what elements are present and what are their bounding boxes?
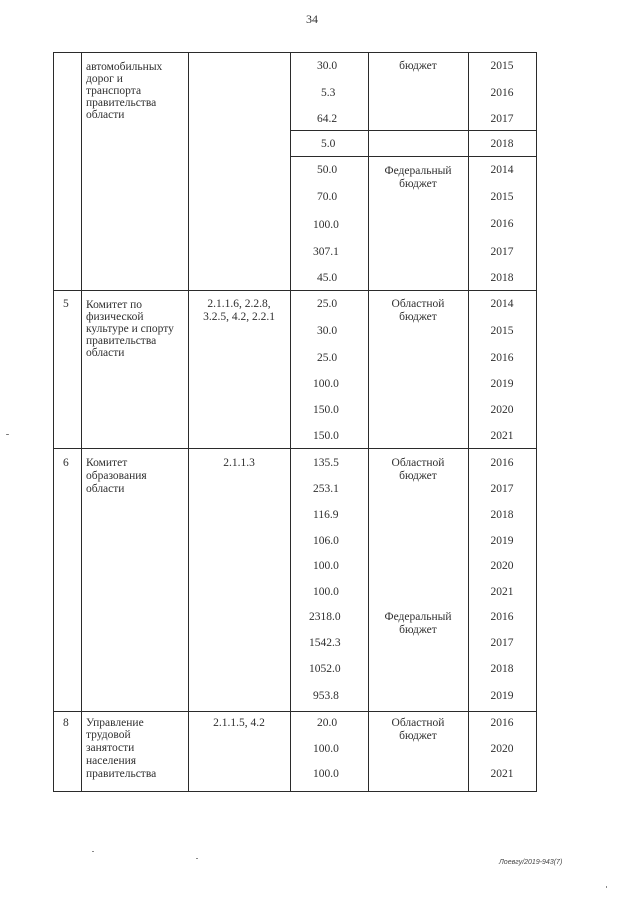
source: бюджет bbox=[399, 178, 437, 190]
year: 2018 bbox=[490, 663, 514, 675]
name-line: образования bbox=[86, 470, 147, 482]
year: 2016 bbox=[490, 352, 514, 364]
source: Областной bbox=[391, 298, 445, 310]
year: 2017 bbox=[490, 483, 514, 495]
year: 2021 bbox=[490, 768, 514, 780]
name-line: Управление bbox=[86, 717, 144, 729]
amount: 150.0 bbox=[313, 404, 339, 416]
border-left bbox=[53, 52, 54, 792]
page-number: 34 bbox=[306, 12, 318, 26]
name-line: дорог и bbox=[86, 73, 123, 85]
row-number: 8 bbox=[63, 717, 69, 729]
amount: 106.0 bbox=[313, 535, 339, 547]
amount: 253.1 bbox=[313, 483, 339, 495]
scan-speck bbox=[196, 858, 198, 859]
name-line: населения bbox=[86, 755, 137, 767]
border-right bbox=[536, 52, 537, 792]
source: бюджет bbox=[399, 730, 437, 742]
col-divider-num bbox=[81, 52, 82, 792]
col-divider-source bbox=[468, 52, 469, 792]
source: Федеральный bbox=[384, 611, 452, 623]
amount: 1542.3 bbox=[309, 637, 341, 649]
scan-speck bbox=[606, 886, 607, 888]
subrow-line-2018 bbox=[290, 130, 537, 131]
amount: 30.0 bbox=[317, 60, 338, 72]
year: 2016 bbox=[490, 717, 514, 729]
border-top bbox=[53, 52, 537, 53]
name-line: занятости bbox=[86, 742, 135, 754]
name-line: правительства bbox=[86, 97, 157, 109]
year: 2019 bbox=[490, 535, 514, 547]
amount: 20.0 bbox=[317, 717, 338, 729]
year: 2019 bbox=[490, 378, 514, 390]
row-number: 6 bbox=[63, 457, 69, 469]
row-line-5 bbox=[53, 290, 537, 291]
name-line: области bbox=[86, 347, 125, 359]
row-line-8 bbox=[53, 711, 537, 712]
year: 2016 bbox=[490, 218, 514, 230]
year: 2015 bbox=[490, 191, 514, 203]
amount: 150.0 bbox=[313, 430, 339, 442]
amount: 100.0 bbox=[313, 586, 339, 598]
year: 2019 bbox=[490, 690, 514, 702]
codes: 3.2.5, 4.2, 2.2.1 bbox=[203, 311, 275, 323]
amount: 25.0 bbox=[317, 352, 338, 364]
name-line: физической bbox=[86, 311, 144, 323]
year: 2020 bbox=[490, 560, 514, 572]
year: 2016 bbox=[490, 457, 514, 469]
year: 2016 bbox=[490, 87, 514, 99]
year: 2021 bbox=[490, 430, 514, 442]
name-line: Комитет bbox=[86, 457, 128, 469]
amount: 953.8 bbox=[313, 690, 339, 702]
amount: 100.0 bbox=[313, 560, 339, 572]
name-line: области bbox=[86, 483, 125, 495]
scan-speck bbox=[6, 434, 9, 435]
source: Областной bbox=[391, 457, 445, 469]
name-line: трудовой bbox=[86, 729, 131, 741]
year: 2016 bbox=[490, 611, 514, 623]
amount: 70.0 bbox=[317, 191, 338, 203]
source: Областной bbox=[391, 717, 445, 729]
name-line: правительства bbox=[86, 768, 157, 780]
source: бюджет bbox=[399, 60, 437, 72]
source: Федеральный bbox=[384, 165, 452, 177]
amount: 1052.0 bbox=[309, 663, 341, 675]
amount: 5.0 bbox=[321, 138, 336, 150]
amount: 135.5 bbox=[313, 457, 339, 469]
source: бюджет bbox=[399, 311, 437, 323]
amount: 2318.0 bbox=[309, 611, 341, 623]
year: 2018 bbox=[490, 138, 514, 150]
amount: 45.0 bbox=[317, 272, 338, 284]
col-divider-amount bbox=[368, 52, 369, 792]
year: 2017 bbox=[490, 113, 514, 125]
amount: 116.9 bbox=[313, 509, 339, 521]
year: 2017 bbox=[490, 246, 514, 258]
subrow-line-federal bbox=[290, 156, 537, 157]
year: 2018 bbox=[490, 509, 514, 521]
budget-table bbox=[53, 52, 537, 792]
amount: 100.0 bbox=[313, 378, 339, 390]
scan-speck bbox=[92, 851, 94, 852]
border-bottom bbox=[53, 791, 537, 792]
year: 2014 bbox=[490, 164, 514, 176]
name-line: автомобильных bbox=[86, 61, 163, 73]
amount: 100.0 bbox=[313, 768, 339, 780]
codes: 2.1.1.6, 2.2.8, bbox=[207, 298, 271, 310]
name-line: правительства bbox=[86, 335, 157, 347]
codes: 2.1.1.3 bbox=[223, 457, 255, 469]
row-line-6 bbox=[53, 448, 537, 449]
amount: 307.1 bbox=[313, 246, 339, 258]
amount: 64.2 bbox=[317, 113, 338, 125]
year: 2020 bbox=[490, 404, 514, 416]
year: 2021 bbox=[490, 586, 514, 598]
col-divider-name bbox=[188, 52, 189, 792]
amount: 25.0 bbox=[317, 298, 338, 310]
year: 2018 bbox=[490, 272, 514, 284]
name-line: области bbox=[86, 109, 125, 121]
codes: 2.1.1.5, 4.2 bbox=[213, 717, 265, 729]
year: 2020 bbox=[490, 743, 514, 755]
year: 2015 bbox=[490, 325, 514, 337]
amount: 100.0 bbox=[313, 743, 339, 755]
amount: 5.3 bbox=[321, 87, 336, 99]
row-number: 5 bbox=[63, 298, 69, 310]
name-line: транспорта bbox=[86, 85, 142, 97]
amount: 50.0 bbox=[317, 164, 338, 176]
document-code: Лоевгу/2019-943(7) bbox=[499, 859, 563, 866]
name-line: Комитет по bbox=[86, 299, 142, 311]
name-line: культуре и спорту bbox=[86, 323, 174, 335]
year: 2015 bbox=[490, 60, 514, 72]
amount: 30.0 bbox=[317, 325, 338, 337]
year: 2014 bbox=[490, 298, 514, 310]
amount: 100.0 bbox=[313, 219, 339, 231]
source: бюджет bbox=[399, 470, 437, 482]
year: 2017 bbox=[490, 637, 514, 649]
col-divider-codes bbox=[290, 52, 291, 792]
source: бюджет bbox=[399, 624, 437, 636]
